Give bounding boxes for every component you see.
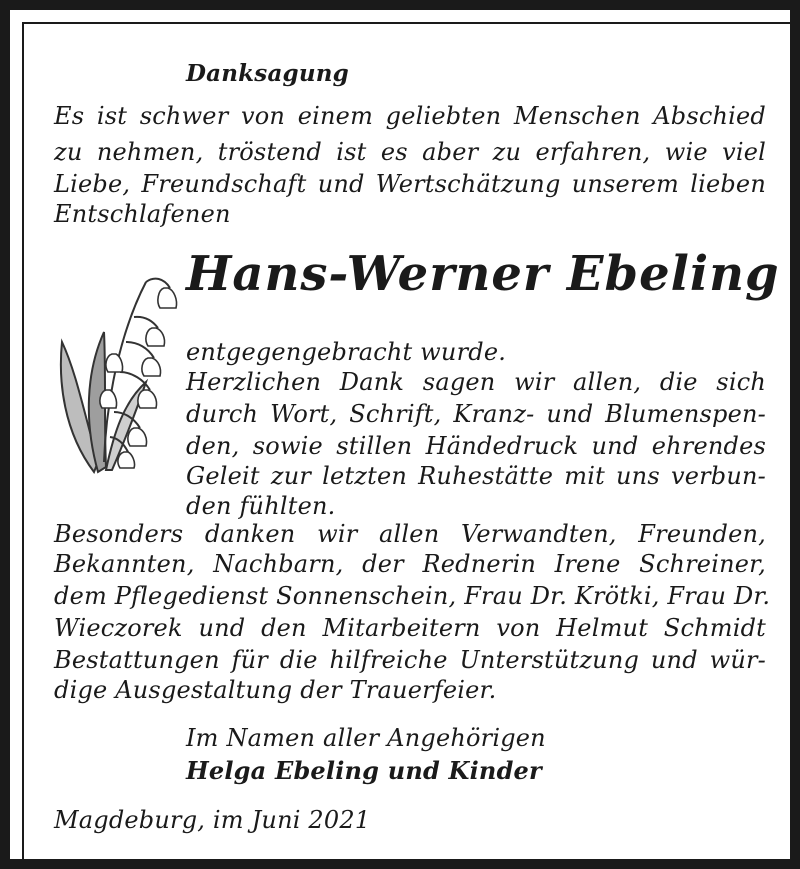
thanks-line-6: den fühlten.	[186, 492, 336, 520]
place-date: Magdeburg, im Juni 2021	[54, 806, 371, 834]
special-line-2: Bekannten, Nachbarn, der Rednerin Irene Schreiner,	[54, 550, 766, 578]
thanks-line-4: den, sowie stillen Händedruck und ehrendes	[186, 432, 766, 460]
family-signature: Helga Ebeling und Kinder	[186, 756, 542, 785]
intro-line-1: Es ist schwer von einem geliebten Menschen Abschied	[54, 102, 766, 130]
special-line-1: Besonders danken wir allen Verwandten, Freunden,	[54, 520, 766, 548]
closing-line: Im Namen aller Angehörigen	[186, 724, 546, 752]
special-line-3: dem Pflegedienst Sonnenschein, Frau Dr. Krötki, Frau Dr.	[54, 582, 771, 610]
thanks-line-2: Herzlichen Dank sagen wir allen, die sich	[186, 368, 766, 396]
deceased-name: Hans-Werner Ebeling	[186, 246, 780, 302]
special-line-4: Wieczorek und den Mitarbeitern von Helmut Schmidt	[54, 614, 766, 642]
thanks-line-1: entgegengebracht wurde.	[186, 338, 507, 366]
special-line-6: dige Ausgestaltung der Trauerfeier.	[54, 676, 497, 704]
intro-line-2: zu nehmen, tröstend ist es aber zu erfahren, wie viel	[54, 138, 766, 166]
special-line-5: Bestattungen für die hilfreiche Unterstützung und wür-	[54, 646, 766, 674]
intro-line-3: Liebe, Freundschaft und Wertschätzung unserem lieben	[54, 170, 766, 198]
heading: Danksagung	[186, 60, 349, 87]
lily-of-the-valley-icon	[54, 262, 182, 474]
thanks-line-3: durch Wort, Schrift, Kranz- und Blumenspen-	[186, 400, 766, 428]
thanks-line-5: Geleit zur letzten Ruhestätte mit uns verbun-	[186, 462, 766, 490]
intro-line-4: Entschlafenen	[54, 200, 231, 228]
